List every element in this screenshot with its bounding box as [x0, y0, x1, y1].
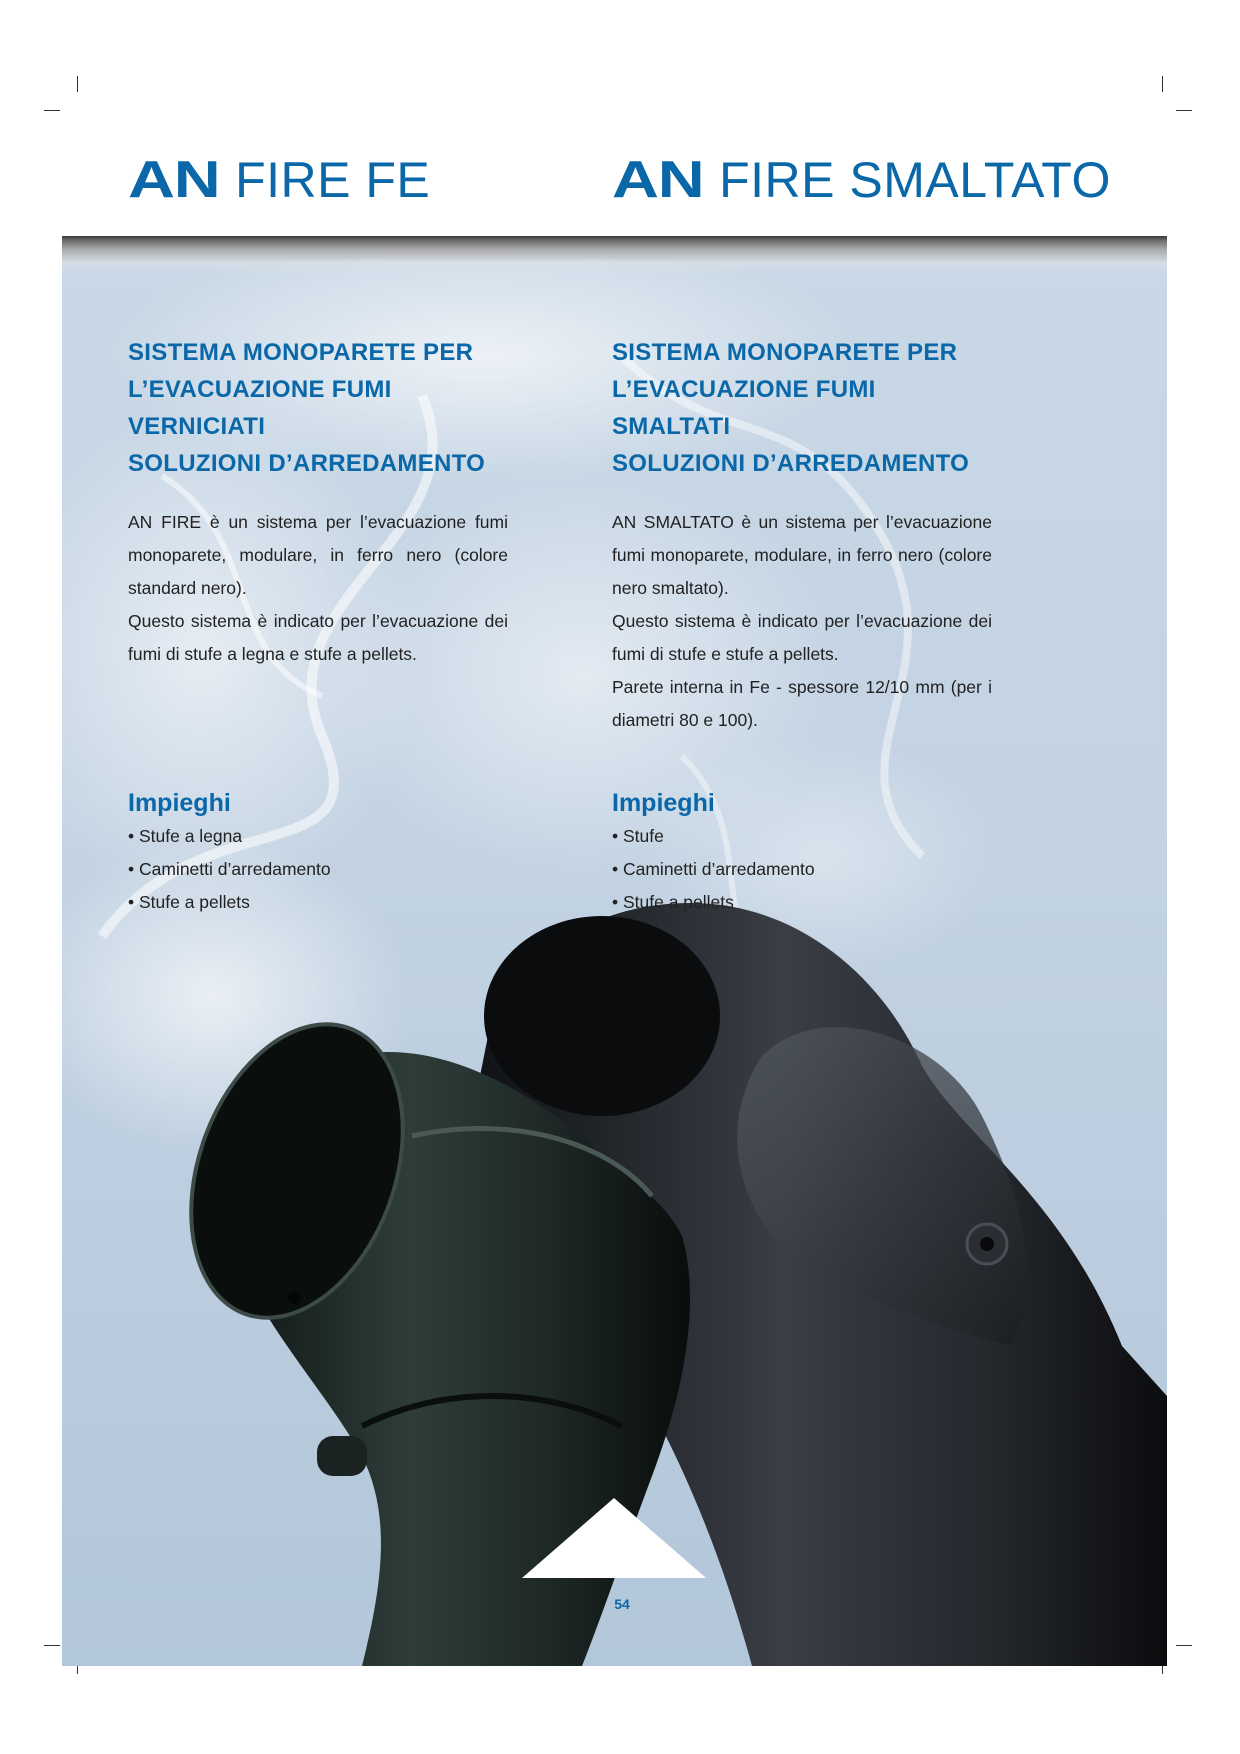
- crop-mark: [1162, 76, 1163, 92]
- product-name: FIRE SMALTATO: [719, 152, 1111, 208]
- brand-logo-an: AN: [612, 151, 704, 209]
- column-an-fire-fe: [128, 334, 508, 671]
- uses-title: Impieghi: [612, 789, 715, 817]
- crop-mark: [1176, 1645, 1192, 1646]
- uses-list: [612, 820, 992, 919]
- section-heading: SISTEMA MONOPARETE PER L’EVACUAZIONE FUMI VERNICIATI SOLUZIONI D’ARREDAMENTO: [128, 339, 486, 477]
- crop-mark: [44, 110, 60, 111]
- section-heading: SISTEMA MONOPARETE PER L’EVACUAZIONE FUMI SMALTATI SOLUZIONI D’ARREDAMENTO: [612, 339, 970, 477]
- description-paragraph: Questo sistema è indicato per l’evacuazione dei fumi di stufe e stufe a pellets.: [612, 611, 992, 664]
- uses-section-fe: [128, 786, 508, 919]
- uses-title: Impieghi: [128, 789, 231, 817]
- product-title-fe: [128, 150, 430, 220]
- list-item: • Stufe a legna: [128, 826, 243, 846]
- description-paragraph: AN FIRE è un sistema per l’evacuazione fumi monoparete, modulare, in ferro nero (colore standard nero).: [128, 512, 508, 598]
- description: [612, 506, 992, 737]
- crop-mark: [44, 1645, 60, 1646]
- uses-list: [128, 820, 508, 919]
- list-item: • Caminetti d’arredamento: [128, 859, 331, 879]
- description-paragraph: AN SMALTATO è un sistema per l’evacuazione fumi monoparete, modulare, in ferro nero (colore nero smaltato).: [612, 512, 992, 598]
- product-name: FIRE FE: [235, 152, 431, 208]
- product-title-smaltato: [612, 150, 1111, 220]
- list-item: • Stufe: [612, 826, 664, 846]
- list-item: • Caminetti d’arredamento: [612, 859, 815, 879]
- page-number: 54: [614, 1596, 630, 1612]
- description: [128, 506, 508, 671]
- uses-section-smaltato: [612, 786, 992, 919]
- crop-mark: [1176, 110, 1192, 111]
- list-item: • Stufe a pellets: [612, 892, 734, 912]
- column-an-fire-smaltato: [612, 334, 992, 737]
- list-item: • Stufe a pellets: [128, 892, 250, 912]
- description-paragraph: Questo sistema è indicato per l’evacuazione dei fumi di stufe a legna e stufe a pellets.: [128, 611, 508, 664]
- crop-mark: [77, 76, 78, 92]
- header-shadow-bar: [62, 236, 1167, 274]
- brand-logo-an: AN: [128, 151, 220, 209]
- description-paragraph: Parete interna in Fe - spessore 12/10 mm (per i diametri 80 e 100).: [612, 677, 992, 730]
